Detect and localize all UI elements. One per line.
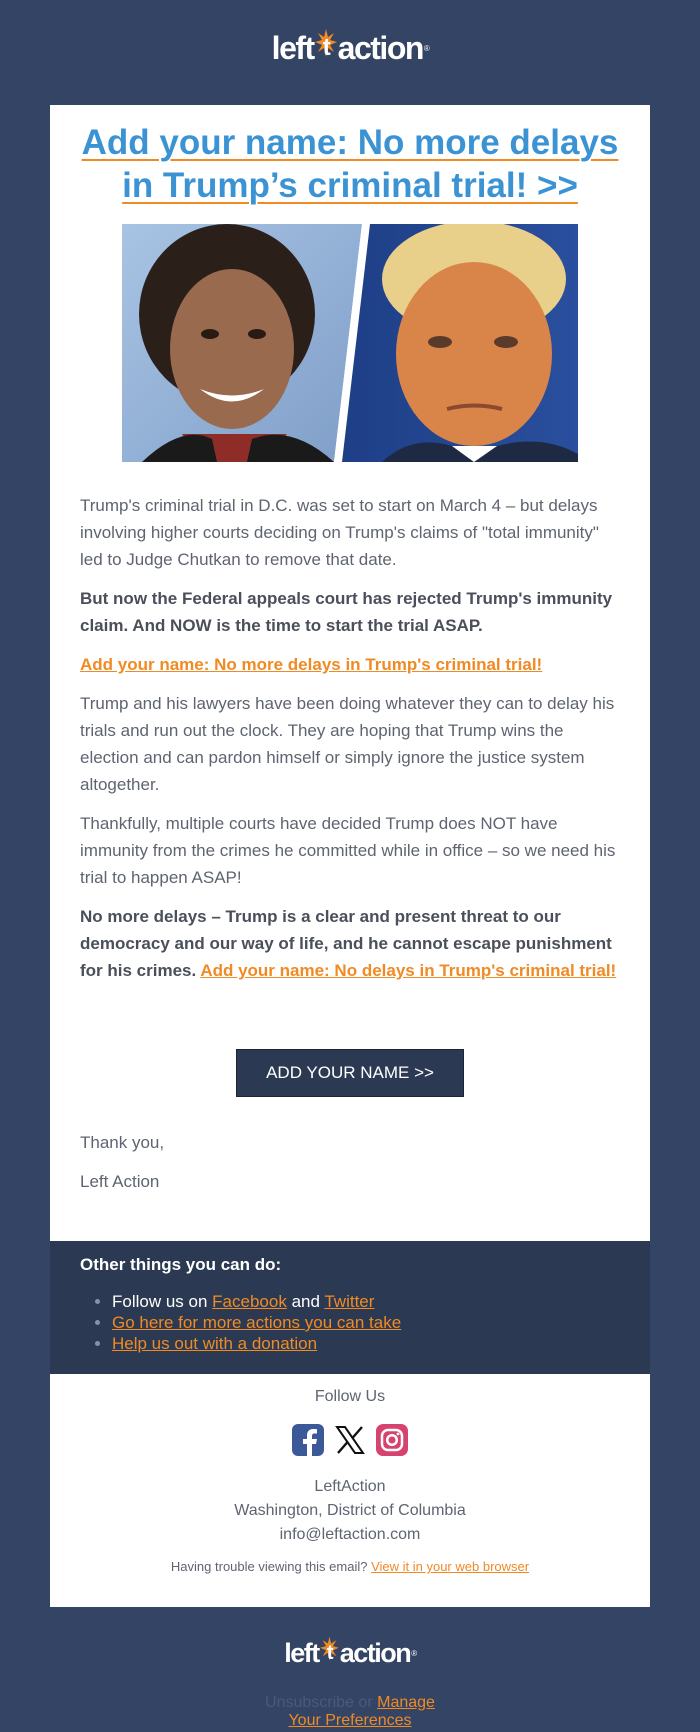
and-text: and	[286, 1292, 325, 1311]
petition-link-1[interactable]: Add your name: No more delays in Trump's criminal trial!	[80, 655, 543, 674]
svg-text:t: t	[322, 34, 329, 61]
logo-left-text: left	[284, 1637, 319, 1668]
hero-image[interactable]	[122, 224, 578, 462]
paragraph-3: Trump and his lawyers have been doing whatever they can to delay his trials and run out the clock. They are hoping that Trump wins the election and can pardon himself or simply ignore the justice system altogether.	[80, 694, 615, 794]
instagram-icon[interactable]	[376, 1424, 408, 1456]
registered-mark: ®	[411, 1648, 416, 1658]
address-block	[50, 1475, 650, 1547]
follow-us-prefix: Follow us on	[112, 1292, 213, 1311]
judge-portrait-icon	[122, 224, 362, 462]
social-icons	[50, 1424, 650, 1456]
preferences-link[interactable]: Your Preferences	[288, 1712, 412, 1729]
trouble-text: Having trouble viewing this email?	[170, 1559, 372, 1574]
registered-mark: ®	[423, 43, 429, 53]
signoff-thanks: Thank you,	[80, 1133, 165, 1152]
signoff-name: Left Action	[80, 1172, 160, 1191]
footer	[50, 1374, 650, 1607]
list-item	[112, 1333, 401, 1354]
svg-text:t: t	[326, 1640, 333, 1664]
logo-right-text: action	[339, 1637, 411, 1668]
list-item	[112, 1312, 401, 1333]
other-actions-heading: Other things you can do:	[80, 1255, 282, 1274]
add-your-name-button[interactable]: ADD YOUR NAME >>	[236, 1049, 464, 1097]
list-item	[112, 1291, 401, 1312]
org-email[interactable]: info@leftaction.com	[279, 1526, 421, 1543]
trump-portrait-icon	[342, 224, 578, 462]
x-icon[interactable]	[334, 1424, 366, 1456]
unsubscribe-block	[0, 1694, 700, 1730]
petition-link-2[interactable]: Add your name: No delays in Trump's criminal trial!	[200, 961, 617, 980]
facebook-icon[interactable]	[292, 1424, 324, 1456]
paragraph-5	[80, 903, 620, 984]
headline-link[interactable]: Add your name: No more delays in Trump’s criminal trial! >>	[81, 123, 619, 205]
manage-link[interactable]: Manage	[377, 1694, 435, 1711]
donation-link[interactable]: Help us out with a donation	[112, 1334, 318, 1353]
org-location: Washington, District of Columbia	[234, 1502, 466, 1519]
leftaction-logo-footer[interactable]	[0, 1636, 700, 1670]
other-actions-section	[50, 1241, 650, 1374]
view-in-browser-link[interactable]: View it in your web browser	[371, 1559, 530, 1574]
org-name: LeftAction	[314, 1478, 386, 1495]
or-text: or	[353, 1694, 378, 1711]
paragraph-2: But now the Federal appeals court has rejected Trump's immunity claim. And NOW is the time to start the trial ASAP.	[80, 589, 613, 635]
more-actions-link[interactable]: Go here for more actions you can take	[112, 1313, 402, 1332]
starburst-icon	[320, 1635, 339, 1671]
logo-right-text: action	[337, 29, 423, 66]
facebook-link[interactable]: Facebook	[212, 1292, 287, 1311]
paragraph-5-bold: No more delays – Trump is a clear and present threat to our democracy and our way of life, and he cannot escape punishment for his crimes.	[80, 907, 612, 980]
body-copy	[80, 492, 620, 996]
unsubscribe-link[interactable]: Unsubscribe	[265, 1694, 354, 1711]
other-actions-list	[80, 1291, 401, 1354]
starburst-icon	[315, 27, 337, 69]
main-card	[50, 105, 650, 1241]
paragraph-4: Thankfully, multiple courts have decided Trump does NOT have immunity from the crimes he committed while in office – so we need his trial to happen ASAP!	[80, 814, 616, 887]
leftaction-logo[interactable]	[0, 28, 700, 68]
signoff	[80, 1129, 164, 1207]
twitter-link[interactable]: Twitter	[324, 1292, 375, 1311]
logo-left-text: left	[271, 29, 314, 66]
paragraph-1: Trump's criminal trial in D.C. was set to start on March 4 – but delays involving higher courts deciding on Trump's claims of "total immunity" led to Judge Chutkan to remove that date.	[80, 496, 599, 569]
follow-us-label: Follow Us	[314, 1388, 386, 1405]
trouble-viewing	[50, 1559, 650, 1574]
